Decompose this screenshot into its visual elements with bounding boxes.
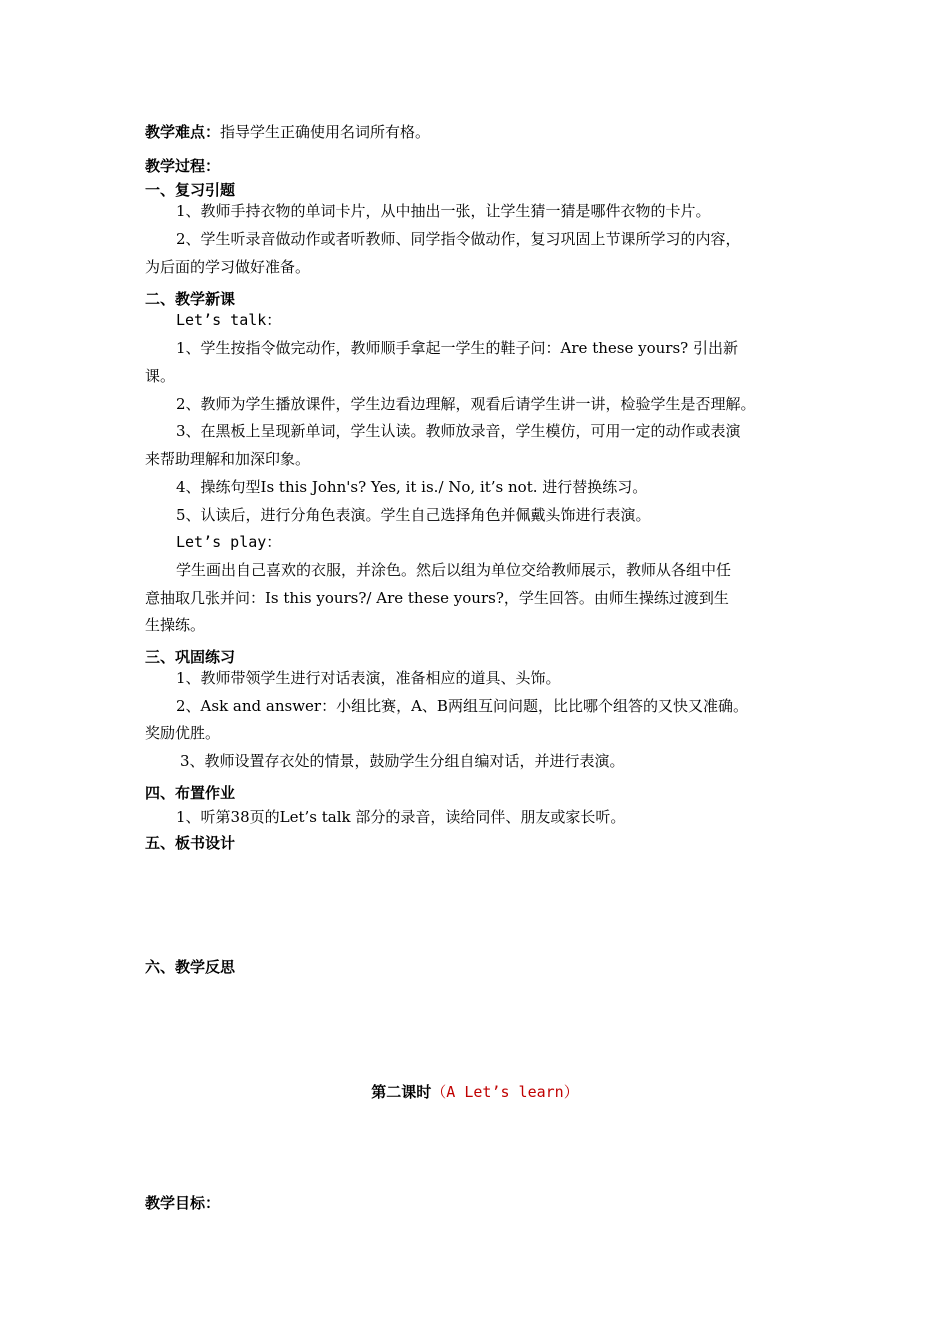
section-2-paragraph: 学生画出自己喜欢的衣服，并涂色。然后以组为单位交给教师展示，教师从各组中任 <box>176 561 732 579</box>
section-1-heading: 一、复习引题 <box>145 181 236 199</box>
section-2-paragraph: 来帮助理解和加深印象。 <box>145 450 311 468</box>
lesson-2-title <box>0 1082 950 1102</box>
section-6-heading: 六、教学反思 <box>145 958 236 976</box>
difficulty-label: 教学难点： <box>145 123 221 141</box>
section-2-paragraph: 2、教师为学生播放课件，学生边看边理解，观看后请学生讲一讲，检验学生是否理解。 <box>176 395 756 413</box>
section-3-paragraph: 1、教师带领学生进行对话表演，准备相应的道具、头饰。 <box>176 669 561 687</box>
objectives-heading: 教学目标： <box>145 1194 221 1212</box>
section-3-heading: 三、巩固练习 <box>145 648 236 666</box>
section-2-paragraph: 3、在黑板上呈现新单词，学生认读。教师放录音，学生模仿，可用一定的动作或表演 <box>176 422 741 440</box>
section-1-paragraph: 为后面的学习做好准备。 <box>145 258 311 276</box>
section-2-paragraph: 课。 <box>145 367 176 385</box>
section-2-paragraph: 意抽取几张并问：Is this yours?/ Are these yours?，学生回答。由师生操练过渡到生 <box>145 589 729 607</box>
lets-play-label: Let’s play： <box>176 533 282 551</box>
section-1-paragraph: 1、教师手持衣物的单词卡片，从中抽出一张，让学生猜一猜是哪件衣物的卡片。 <box>176 202 711 220</box>
section-2-paragraph: 5、认读后，进行分角色表演。学生自己选择角色并佩戴头饰进行表演。 <box>176 506 651 524</box>
section-2-heading: 二、教学新课 <box>145 290 236 308</box>
section-3-paragraph: 奖励优胜。 <box>145 724 221 742</box>
section-2-paragraph: 1、学生按指令做完动作，教师顺手拿起一学生的鞋子问：Are these yours? 引出新 <box>176 339 738 357</box>
section-4-heading: 四、布置作业 <box>145 784 236 802</box>
section-5-heading: 五、板书设计 <box>145 834 236 852</box>
lets-talk-label: Let’s talk： <box>176 311 282 329</box>
section-2-paragraph: 生操练。 <box>145 616 206 634</box>
process-heading: 教学过程： <box>145 157 221 175</box>
section-2-paragraph: 4、操练句型Is this John's? Yes, it is./ No, it’s not. 进行替换练习。 <box>176 478 648 496</box>
difficulty-line <box>145 122 430 142</box>
section-3-paragraph: 3、教师设置存衣处的情景，鼓励学生分组自编对话，并进行表演。 <box>180 752 625 770</box>
lesson-2-title-text: 第二课时 <box>371 1083 432 1101</box>
section-4-paragraph: 1、听第38页的Let’s talk 部分的录音，读给同伴、朋友或家长听。 <box>176 808 626 826</box>
section-1-paragraph: 2、学生听录音做动作或者听教师、同学指令做动作，复习巩固上节课所学习的内容， <box>176 230 741 248</box>
section-3-paragraph: 2、Ask and answer：小组比赛，A、B两组互问问题，比比哪个组答的又快又准确。 <box>176 697 748 715</box>
lesson-2-subtitle: （A Let’s learn） <box>431 1083 579 1101</box>
difficulty-text: 指导学生正确使用名词所有格。 <box>220 123 431 141</box>
